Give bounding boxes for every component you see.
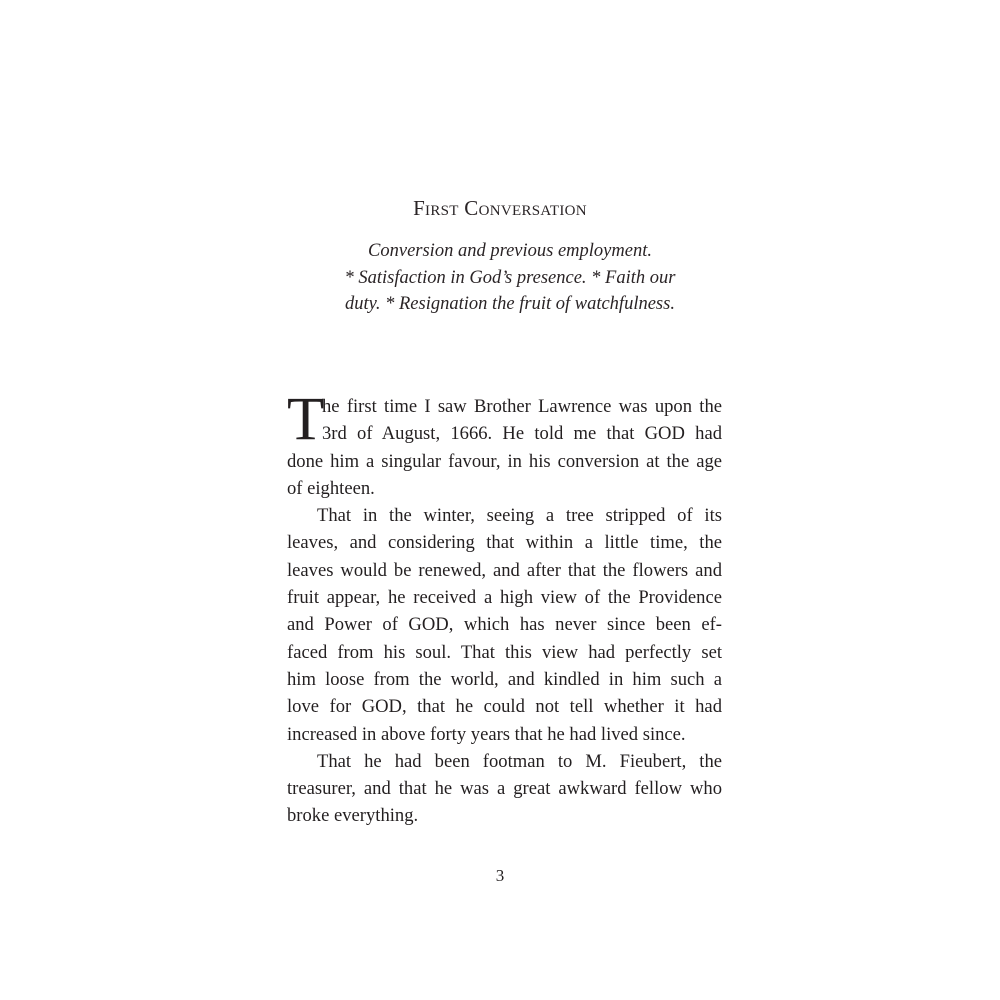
text-line: increased in above forty years that he had lived since. — [287, 723, 686, 745]
paragraph-2 — [287, 502, 722, 748]
synopsis-line: Conversion and previous employment. — [368, 241, 652, 261]
text-line: him loose from the world, and kindled in him such a — [287, 668, 722, 690]
text-line: of eighteen. — [287, 477, 375, 499]
text-line: and Power of GOD, which has never since been ef- — [287, 614, 722, 636]
text-line: treasurer, and that he was a great awkward fellow who — [287, 778, 722, 800]
text-line: leaves, and considering that within a little time, the — [287, 532, 722, 554]
text-line: love for GOD, that he could not tell whether it had — [287, 696, 722, 718]
chapter-title: First Conversation — [413, 196, 587, 220]
text-line: leaves would be renewed, and after that the flowers and — [287, 559, 722, 581]
paragraph-3 — [287, 748, 722, 830]
synopsis-line: duty. * Resignation the fruit of watchfulness. — [345, 294, 675, 314]
body-text — [287, 386, 722, 830]
text-line: broke everything. — [287, 805, 419, 827]
text-line: That he had been footman to M. Fieubert, the — [317, 750, 722, 772]
text-line: faced from his soul. That this view had perfectly set — [287, 641, 722, 663]
synopsis-line: * Satisfaction in God’s presence. * Faith our — [344, 267, 676, 288]
text-line: fruit appear, he received a high view of the Providence — [287, 587, 722, 609]
text-line: That in the winter, seeing a tree stripped of its — [317, 505, 722, 527]
paragraph-1 — [287, 386, 722, 502]
chapter-synopsis — [300, 238, 720, 318]
page-number: 3 — [495, 866, 505, 885]
text-line: 3rd of August, 1666. He told me that GOD had — [322, 423, 722, 445]
text-line: he first time I saw Brother Lawrence was upon the — [322, 396, 722, 417]
text-line: done him a singular favour, in his conversion at the age — [287, 450, 722, 472]
drop-cap: T — [287, 386, 325, 453]
